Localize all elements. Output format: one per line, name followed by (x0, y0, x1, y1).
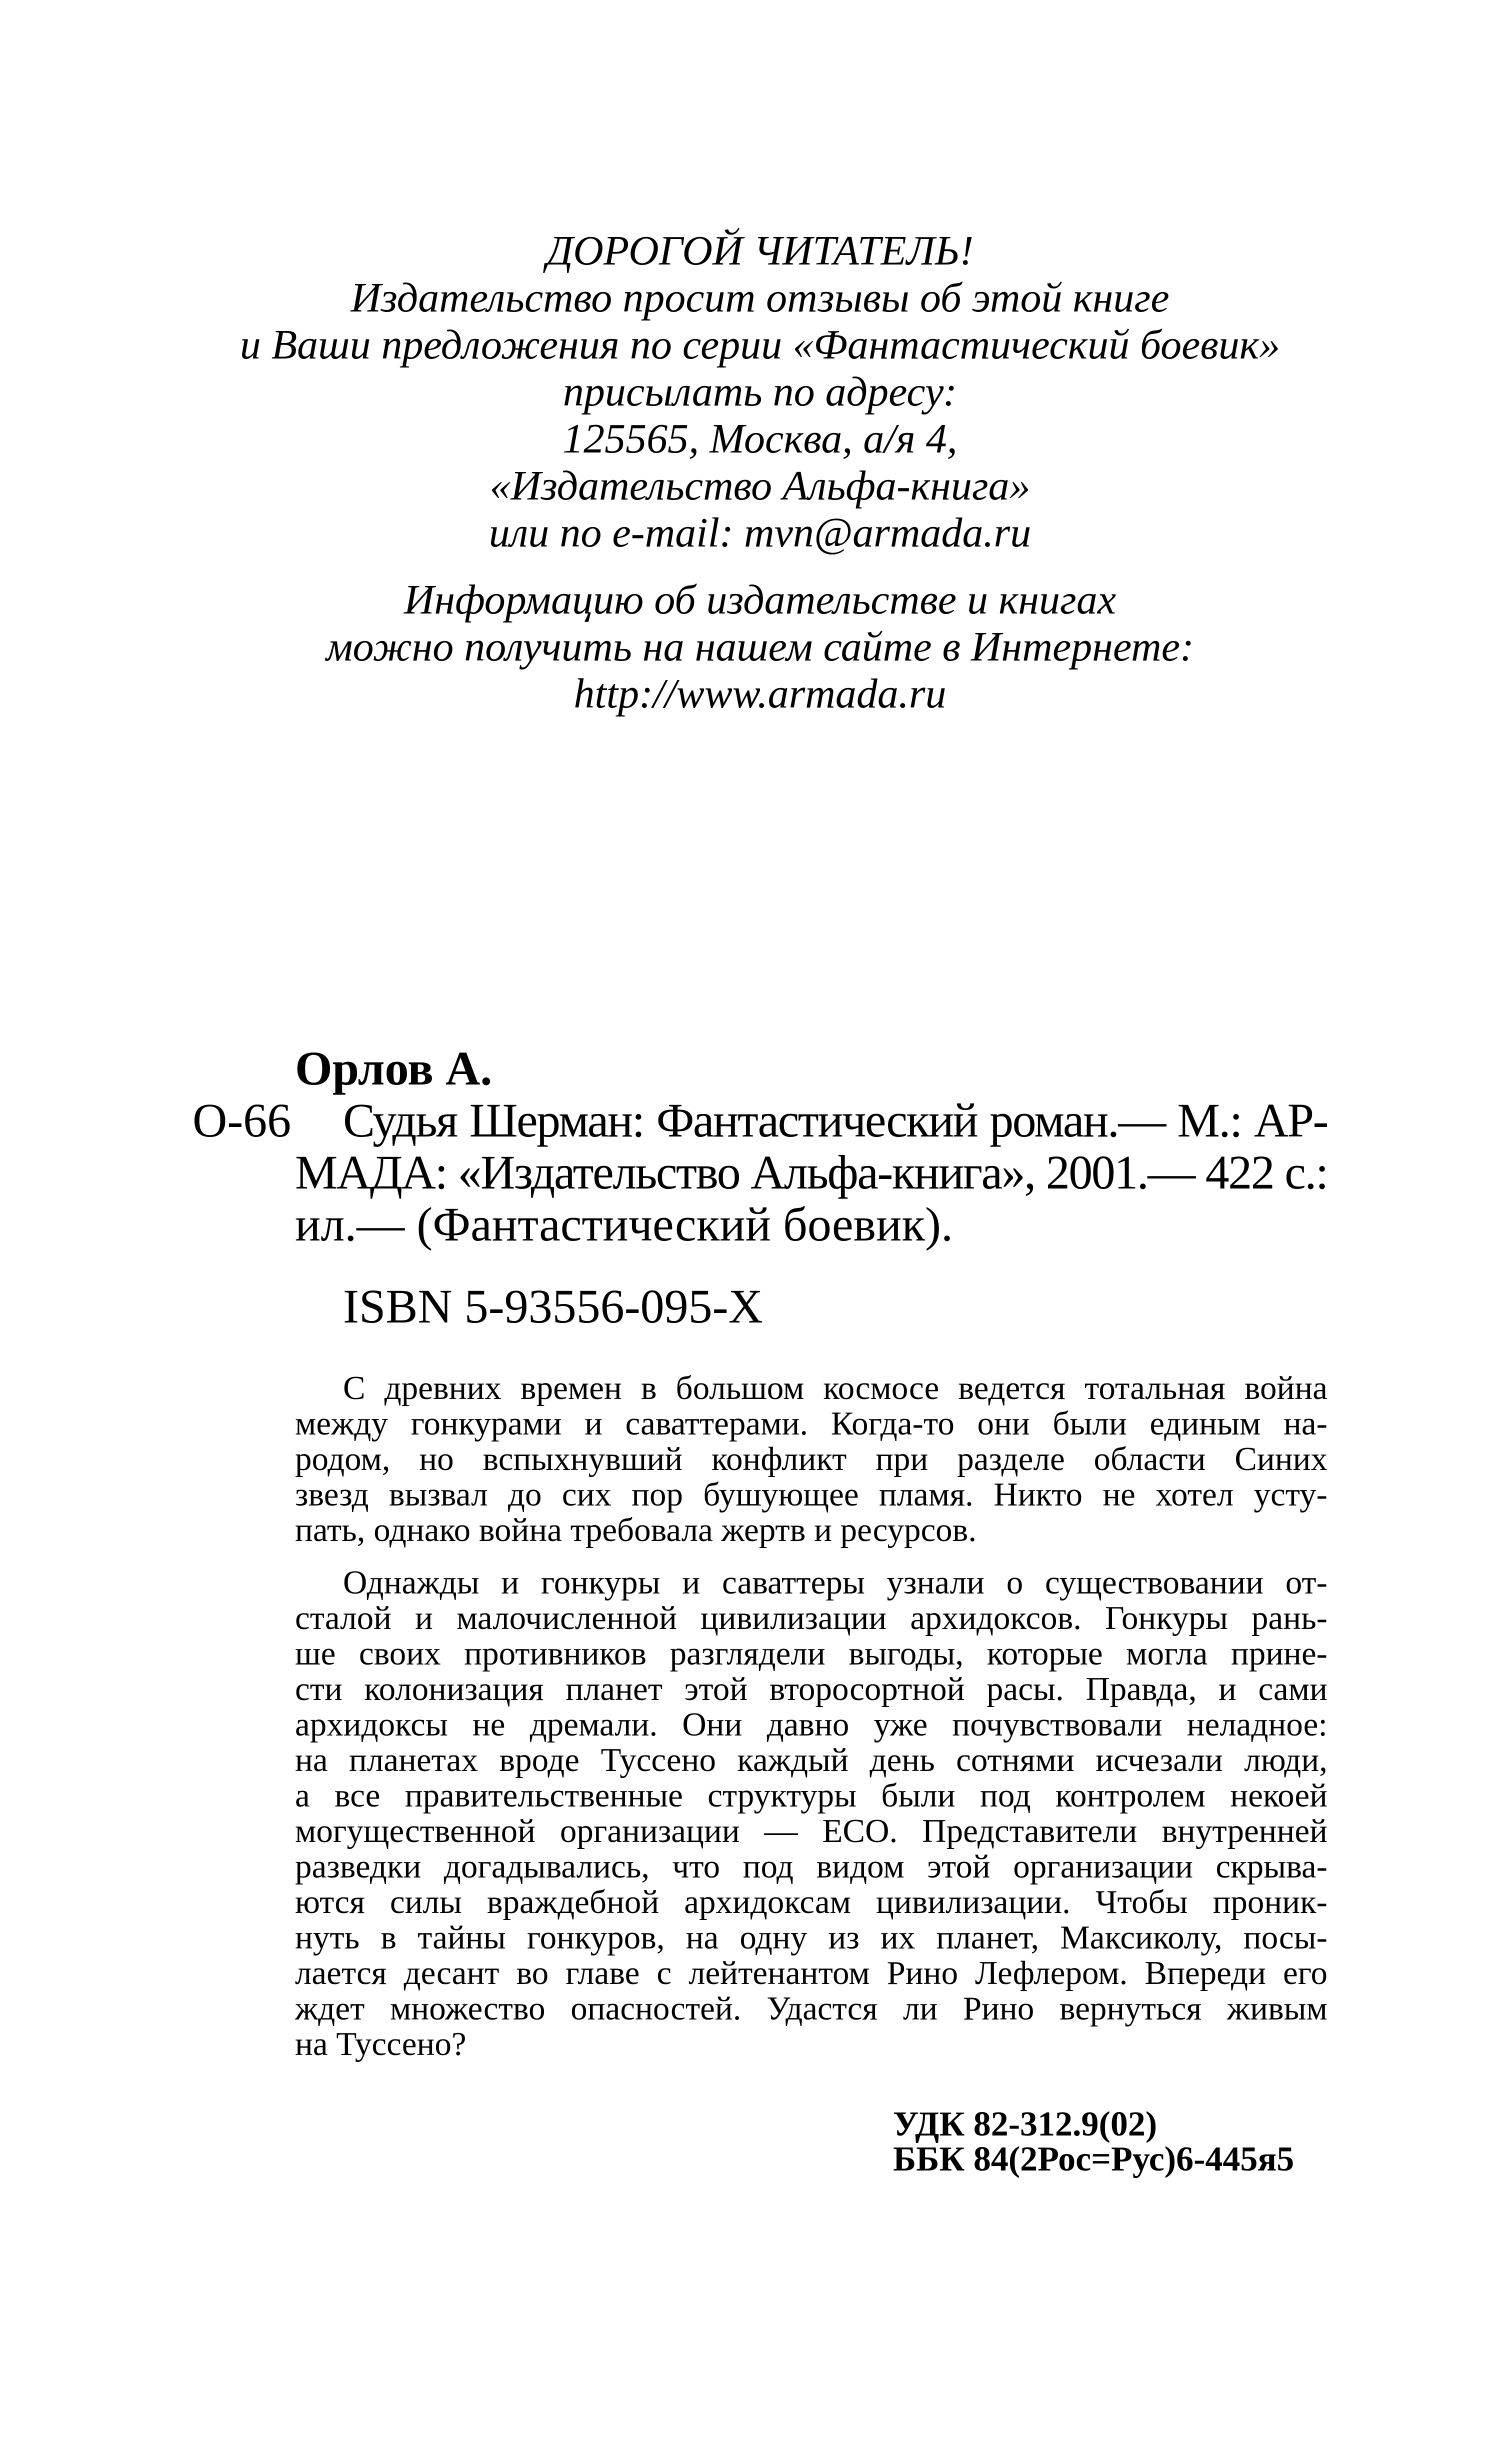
biblio-line: ил.— (Фантастический боевик). (295, 1198, 953, 1251)
annotation-line: на Туссено? (295, 2026, 466, 2062)
biblio-line: Судья Шерман: Фантастический роман.— М.: АР- (343, 1094, 1328, 1147)
spacer (175, 556, 1345, 576)
annotation-line: лается десант во главе с лейтенантом Рино Лефлером. Впереди его (295, 1954, 1328, 1992)
author-sign-code: О-66 (192, 1094, 292, 1147)
annotation-line: сти колонизация планет этой второсортной расы. Правда, и сами (295, 1670, 1328, 1708)
biblio-line: МАДА: «Издательство Альфа-книга», 2001.— 422 с.: (295, 1146, 1328, 1199)
annotation-line: сталой и малочисленной цивилизации архидоксов. Гонкуры рань- (295, 1600, 1328, 1636)
reader-notice (175, 228, 1345, 718)
website-url: http://www.armada.ru (574, 670, 946, 717)
annotation-line: ждет множество опасностей. Удастся ли Рино вернуться живым (295, 1990, 1328, 2027)
udk-code: УДК 82-312.9(02) (893, 2105, 1158, 2144)
annotation-line: архидоксы не дремали. Они давно уже почувствовали неладное: (295, 1706, 1328, 1743)
bbk-code: ББК 84(2Рос=Рус)6-445я5 (893, 2140, 1294, 2178)
annotation-line: родом, но вспыхнувший конфликт при разделе области Синих (295, 1440, 1328, 1478)
bibliographic-record (192, 1042, 1328, 1251)
paragraph-gap (295, 1548, 1328, 1565)
annotation-line: ше своих противников разглядели выгоды, которые могла прине- (295, 1635, 1328, 1672)
annotation-line: Однажды и гонкуры и саваттеры узнали о существовании от- (343, 1564, 1328, 1601)
notice-line: Издательство просит отзывы об этой книге (350, 274, 1170, 321)
notice-email: или по e-mail: mvn@armada.ru (488, 510, 1032, 556)
annotation-line: между гонкурами и саваттерами. Когда-то они были единым на- (295, 1405, 1328, 1442)
annotation-line: пать, однако война требовала жертв и ресурсов. (295, 1512, 977, 1548)
annotation-line: на планетах вроде Туссено каждый день сотнями исчезали люди, (295, 1742, 1328, 1778)
annotation-line: С древних времен в большом космосе ведется тотальная война (343, 1370, 1328, 1406)
notice-line: присылать по адресу: (562, 368, 958, 415)
annotation (295, 1370, 1328, 2062)
annotation-line: звезд вызвал до сих пор бушующее пламя. Никто не хотел усту- (295, 1476, 1328, 1513)
annotation-line: нуть в тайны гонкуров, на одну из их планет, Максиколу, посы- (295, 1919, 1328, 1956)
annotation-line: а все правительственные структуры были под контролем некоей (295, 1777, 1328, 1814)
biblio-first-row (192, 1094, 1328, 1147)
lower-column (192, 1042, 1328, 2178)
isbn: ISBN 5-93556-095-X (343, 1280, 763, 1333)
notice-address: 125565, Москва, а/я 4, (562, 416, 958, 462)
annotation-line: разведки догадывались, что под видом этой организации скрыва- (295, 1848, 1328, 1885)
notice-heading: ДОРОГОЙ ЧИТАТЕЛЬ! (546, 228, 974, 274)
info-line: Информацию об издательстве и книгах (404, 576, 1116, 623)
notice-publisher: «Издательство Альфа-книга» (490, 462, 1030, 509)
annotation-line: могущественной организации — ЕСО. Представители внутренней (295, 1812, 1328, 1850)
author-name: Орлов А. (295, 1042, 492, 1095)
annotation-line: ются силы враждебной архидоксам цивилизации. Чтобы проник- (295, 1884, 1328, 1920)
notice-line: и Ваши предложения по серии «Фантастический боевик» (240, 322, 1280, 368)
info-line: можно получить на нашем сайте в Интернете: (326, 624, 1194, 670)
classification-codes (295, 2107, 1328, 2177)
